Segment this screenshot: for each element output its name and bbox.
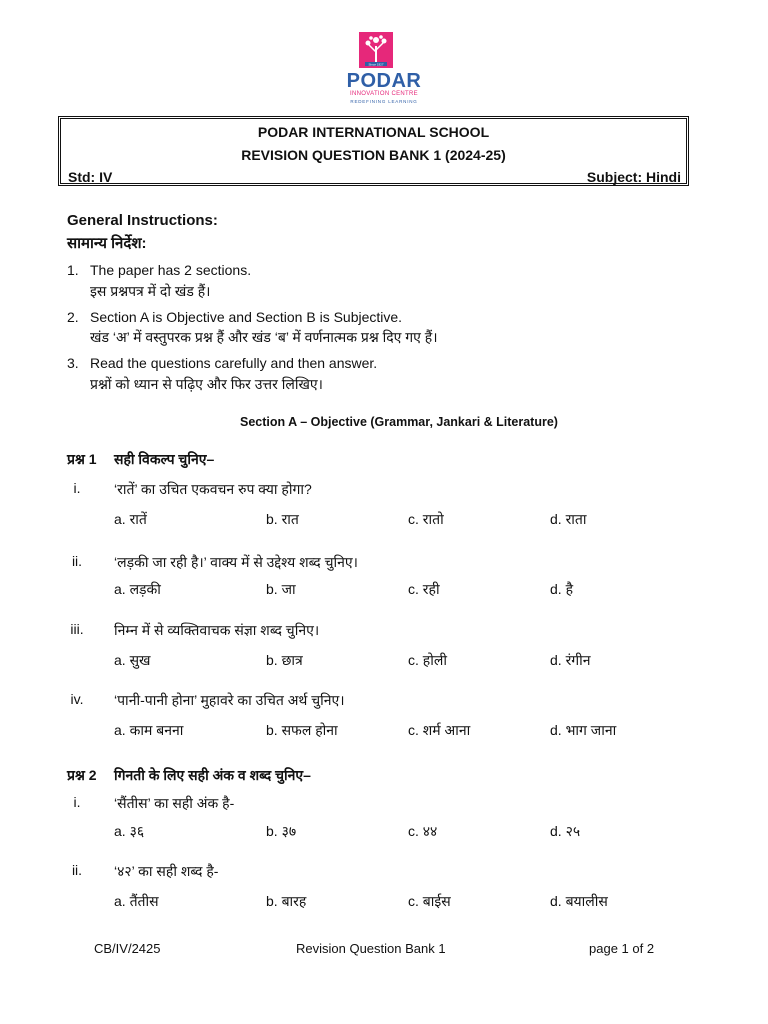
svg-text:Since 1927: Since 1927 (368, 62, 384, 67)
option-c: c. बाईस (408, 893, 451, 909)
option-a: a. ३६ (114, 823, 145, 839)
instruction-hi: इस प्रश्नपत्र में दो खंड हैं। (90, 283, 211, 299)
option-d: d. २५ (550, 823, 581, 839)
sub-question-number: iii. (70, 621, 84, 637)
footer-code: CB/IV/2425 (94, 941, 161, 956)
standard-label: Std: IV (68, 169, 113, 185)
option-d: d. भाग जाना (550, 722, 617, 738)
header-box (58, 116, 689, 186)
option-c: c. होली (408, 652, 447, 668)
instruction-en: Read the questions carefully and then answer. (90, 355, 378, 371)
option-b: b. छात्र (266, 652, 303, 668)
logo-subtitle: INNOVATION CENTRE (350, 91, 418, 97)
question-label: प्रश्न 1 (67, 451, 97, 467)
school-name: PODAR INTERNATIONAL SCHOOL (257, 124, 490, 140)
section-a-title: Section A – Objective (Grammar, Jankari & Literature) (240, 415, 558, 429)
option-a: a. रातें (114, 511, 147, 527)
tree-icon (359, 32, 393, 68)
option-d: d. रंगीन (550, 652, 591, 668)
logo-tagline: REDEFINING LEARNING (350, 99, 418, 104)
question-text: सही विकल्प चुनिए– (114, 451, 215, 467)
sub-question-text: ‘लड़की जा रही है।’ वाक्य में से उद्देश्य शब्द चुनिए। (114, 554, 358, 570)
option-c: c. रातो (408, 511, 444, 527)
option-b: b. जा (266, 581, 296, 597)
sub-question-number: iv. (70, 691, 84, 707)
option-a: a. काम बनना (114, 722, 184, 738)
instruction-hi: प्रश्नों को ध्यान से पढ़िए और फिर उत्तर लिखिए। (90, 376, 323, 392)
option-b: b. बारह (266, 893, 307, 909)
option-a: a. सुख (114, 652, 151, 668)
question-text: गिनती के लिए सही अंक व शब्द चुनिए– (114, 767, 311, 783)
sub-question-text: ‘पानी-पानी होना’ मुहावरे का उचित अर्थ चुनिए। (114, 692, 345, 708)
option-a: a. लड़की (114, 581, 161, 597)
subject-label: Subject: Hindi (586, 169, 681, 185)
option-b: b. सफल होना (266, 722, 338, 738)
instruction-hi: खंड ‘अ’ में वस्तुपरक प्रश्न हैं और खंड ‘ब’ में वर्णनात्मक प्रश्न दिए गए हैं। (90, 329, 438, 345)
option-d: d. है (550, 581, 573, 597)
sub-question-number: ii. (71, 553, 83, 569)
instructions-title-en: General Instructions: (67, 212, 218, 229)
document-title: REVISION QUESTION BANK 1 (2024-25) (241, 147, 506, 163)
instruction-number: 3. (67, 355, 79, 371)
instruction-en: Section A is Objective and Section B is Subjective. (90, 309, 403, 325)
option-d: d. बयालीस (550, 893, 608, 909)
footer-page-number: page 1 of 2 (589, 941, 655, 956)
sub-question-number: ii. (71, 862, 83, 878)
sub-question-text: ‘रातें’ का उचित एकवचन रुप क्या होगा? (114, 481, 312, 497)
instructions-title-hi: सामान्य निर्देश: (67, 235, 147, 252)
sub-question-number: i. (73, 480, 81, 496)
option-d: d. राता (550, 511, 587, 527)
sub-question-text: ‘सैंतीस’ का सही अंक है- (114, 795, 235, 811)
sub-question-text: ‘४२’ का सही शब्द है- (114, 863, 219, 879)
question-label: प्रश्न 2 (67, 767, 97, 783)
option-c: c. ४४ (408, 823, 438, 839)
sub-question-number: i. (73, 794, 81, 810)
option-c: c. रही (408, 581, 440, 597)
option-b: b. ३७ (266, 823, 297, 839)
option-a: a. तैंतीस (114, 893, 159, 909)
footer-title: Revision Question Bank 1 (296, 941, 446, 956)
sub-question-text: निम्न में से व्यक्तिवाचक संज्ञा शब्द चुनिए। (114, 622, 320, 638)
instruction-number: 2. (67, 309, 79, 325)
instruction-en: The paper has 2 sections. (90, 262, 252, 278)
logo-name: PODAR (346, 70, 422, 92)
option-c: c. शर्म आना (408, 722, 471, 738)
instruction-number: 1. (67, 262, 79, 278)
option-b: b. रात (266, 511, 299, 527)
school-logo (359, 32, 393, 68)
